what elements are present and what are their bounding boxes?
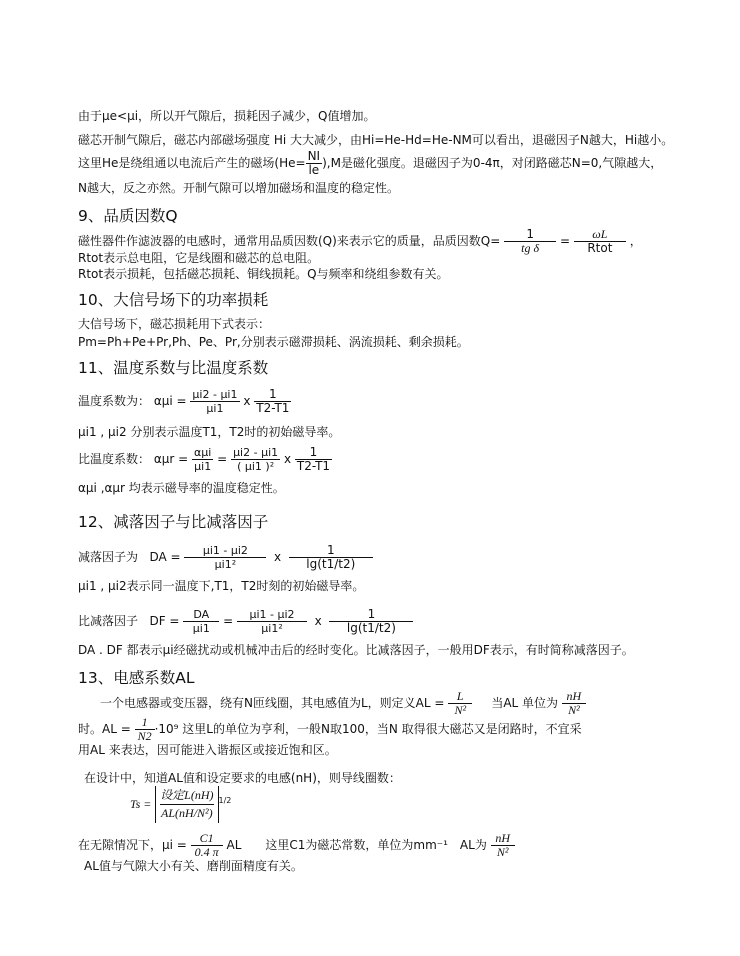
q-fraction-1: [504, 228, 556, 255]
section-12-title: 12、减落因子与比减落因子: [78, 513, 269, 531]
da-fraction-2: [289, 544, 373, 571]
turns-exponent: 1/2: [218, 796, 232, 805]
da-formula: [78, 544, 373, 571]
temp-coeff-fraction-1-den: μi1: [206, 402, 224, 415]
q-fraction-2-den: Rtot: [587, 241, 613, 255]
turns-numerator: 设定L(nH): [160, 787, 213, 805]
sec9-line-1-text: 磁性器件作滤波器的电感时，通常用品质因数(Q)来表示它的质量，品质因数Q=: [78, 234, 501, 248]
rel-temp-coeff-symbol: αμr =: [153, 452, 189, 466]
al-def-fraction: [135, 716, 155, 743]
sec13-line-4: 在设计中，知道AL值和设定要求的电感(nH)，则导线圈数：: [84, 771, 401, 785]
da-fraction-2-num: 1: [289, 544, 373, 558]
rel-temp-coeff-fraction-3: [295, 446, 332, 473]
section-9-title: 9、品质因数Q: [78, 207, 178, 225]
al-unit-fraction-2: [491, 832, 515, 859]
sec13-line-6: [78, 832, 515, 859]
df-fraction-3: [329, 608, 413, 635]
he-fraction-num: NI: [307, 149, 321, 163]
mu-fraction: [191, 832, 223, 859]
rel-temp-coeff-fraction-2-num: μi2 - μi1: [233, 446, 279, 459]
df-fraction-1: [183, 608, 219, 635]
q-equals: =: [559, 234, 571, 248]
times-sign: x: [243, 394, 251, 408]
sec11-note-1: μi1 , μi2 分别表示温度T1，T2时的初始磁导率。: [78, 425, 341, 439]
sec13-line-7: AL值与气隙大小有关、磨削面精度有关。: [84, 859, 303, 873]
df-fraction-2-den: μi1²: [261, 622, 283, 635]
df-fraction-2: [237, 608, 307, 635]
sec9-line-2: Rtot表示总电阻，它是线圈和磁芯的总电阻。: [78, 251, 320, 265]
df-equals: =: [223, 614, 234, 628]
rel-temp-coeff-formula: [78, 446, 332, 473]
df-fraction-3-den: lg(t1/t2): [346, 621, 396, 635]
df-symbol: DF =: [149, 614, 180, 628]
intro-line-3: [78, 150, 662, 177]
temp-coeff-symbol: αμi =: [153, 394, 187, 408]
q-fraction-2-num: ωL: [574, 228, 626, 242]
temp-coeff-label: 温度系数为：: [78, 394, 151, 408]
sec11-note-2: αμi ,αμr 均表示磁导率的温度稳定性。: [78, 481, 285, 495]
df-fraction-1-den: μi1: [192, 622, 210, 635]
da-fraction-1: [184, 544, 266, 571]
al-unit-fraction-2-den: N²: [496, 845, 509, 859]
rel-temp-coeff-fraction-1-den: μi1: [194, 460, 212, 473]
turns-formula: [130, 786, 231, 823]
al-unit-fraction-den: N²: [568, 703, 580, 717]
sec13-line-1-end: 当AL 单位为: [491, 696, 559, 710]
rel-temp-coeff-fraction-1-num: αμi: [194, 446, 212, 459]
times-sign: x: [314, 614, 322, 628]
mu-fraction-den: 0.4 π: [194, 845, 219, 859]
temp-coeff-formula: [78, 388, 291, 415]
temp-coeff-fraction-2-den: T2-T1: [256, 401, 290, 415]
q-fraction-1-num: 1: [504, 228, 556, 242]
al-unit-fraction: [562, 690, 586, 717]
al-def-fraction-den: N2: [137, 729, 152, 743]
df-label: 比减落因子: [78, 614, 139, 628]
al-fraction: [448, 690, 472, 717]
sec10-line-2: Pm=Ph+Pe+Pr,Ph、Pe、Pr,分别表示磁滞损耗、涡流损耗、剩余损耗。: [78, 335, 469, 349]
intro-line-3-end: ),M是磁化强度。退磁因子为0-4π，对闭路磁芯N=0,气隙越大，: [322, 156, 663, 170]
temp-coeff-fraction-2: [254, 388, 291, 415]
sec12-note-2: DA . DF 都表示μi经磁扰动或机械冲击后的经时变化。比减落因子，一般用DF表示，有时简称减落因子。: [78, 643, 634, 657]
da-fraction-1-num: μi1 - μi2: [184, 544, 266, 558]
intro-line-1: 由于μe<μi，所以开气隙后，损耗因子减少，Q值增加。: [78, 109, 376, 123]
al-unit-fraction-num: nH: [562, 690, 586, 704]
sec9-line-3: Rtot表示损耗，包括磁芯损耗、铜线损耗。Q与频率和绕组参数有关。: [78, 267, 449, 281]
rel-temp-coeff-fraction-1: [192, 446, 213, 473]
df-fraction-3-num: 1: [329, 608, 413, 622]
rel-temp-coeff-fraction-3-num: 1: [295, 446, 332, 460]
he-fraction: [306, 150, 323, 177]
sec13-line-2-end: ·10⁹ 这里L的单位为亨利，一般N取100，当N 取得很大磁芯又是闭路时，不宜采: [154, 722, 582, 736]
temp-coeff-fraction-1-num: μi2 - μi1: [192, 388, 238, 401]
section-13-title: 13、电感系数AL: [78, 669, 195, 687]
rel-temp-coeff-fraction-3-den: T2-T1: [296, 459, 331, 473]
al-unit-fraction-2-num: nH: [491, 832, 515, 846]
he-fraction-den: le: [308, 163, 320, 177]
sec13-line-6-end: AL 这里C1为磁芯常数，单位为mm⁻¹ AL为: [226, 838, 487, 852]
rel-temp-coeff-fraction-2-den: ( μi1 )²: [237, 460, 275, 473]
al-fraction-den: N²: [454, 703, 467, 717]
al-def-fraction-num: 1: [135, 716, 155, 730]
section-11-title: 11、温度系数与比温度系数: [78, 359, 269, 377]
turns-denominator: AL(nH/N²): [161, 806, 213, 820]
sec13-line-1: [100, 690, 586, 717]
times-sign: x: [283, 452, 292, 466]
q-fraction-1-den: tg δ: [521, 241, 540, 255]
rel-temp-coeff-label: 比温度系数：: [78, 452, 151, 466]
da-fraction-2-den: lg(t1/t2): [306, 557, 356, 571]
mu-fraction-num: C1: [191, 832, 223, 846]
sec13-line-6-start: 在无隙情况下，μi =: [78, 838, 187, 852]
temp-coeff-fraction-1: [190, 388, 239, 415]
sec13-line-2: [78, 716, 582, 743]
intro-line-2: 磁芯开制气隙后，磁芯内部磁场强度 Hi 大大减少，由Hi=He-Hd=He-NM可以看出，退磁因子N越大，Hi越小。: [78, 133, 674, 147]
sec13-line-1-start: 一个电感器或变压器，绕有N匝线圈，其电感值为L，则定义AL =: [100, 696, 445, 710]
intro-line-4: N越大，反之亦然。开制气隙可以增加磁场和温度的稳定性。: [78, 181, 399, 195]
al-fraction-num: L: [448, 690, 472, 704]
turns-bracket: [155, 786, 218, 823]
turns-symbol: Ts =: [130, 797, 152, 811]
q-fraction-2: [574, 228, 626, 255]
da-label: 减落因子为: [78, 550, 139, 564]
da-symbol: DA =: [149, 550, 181, 564]
temp-coeff-fraction-2-num: 1: [254, 388, 291, 402]
df-formula: [78, 608, 413, 635]
da-fraction-1-den: μi1²: [214, 558, 237, 571]
sec13-line-3: 用AL 来表达，因可能进入谐振区或接近饱和区。: [78, 743, 337, 757]
sec13-line-2-start: 时。AL =: [78, 722, 131, 736]
section-10-title: 10、大信号场下的功率损耗: [78, 291, 269, 309]
sec12-note-1: μi1 , μi2表示同一温度下,T1，T2时刻的初始磁导率。: [78, 579, 365, 593]
df-fraction-1-num: DA: [183, 608, 219, 622]
rel-temp-coeff-equals: =: [217, 452, 228, 466]
rel-temp-coeff-fraction-2: [231, 446, 280, 473]
sec10-line-1: 大信号场下，磁芯损耗用下式表示：: [78, 317, 271, 331]
intro-line-3-start: 这里He是绕组通以电流后产生的磁场(He=: [78, 156, 306, 170]
times-sign: x: [274, 550, 282, 564]
q-comma: ，: [629, 234, 642, 248]
df-fraction-2-num: μi1 - μi2: [237, 608, 307, 622]
